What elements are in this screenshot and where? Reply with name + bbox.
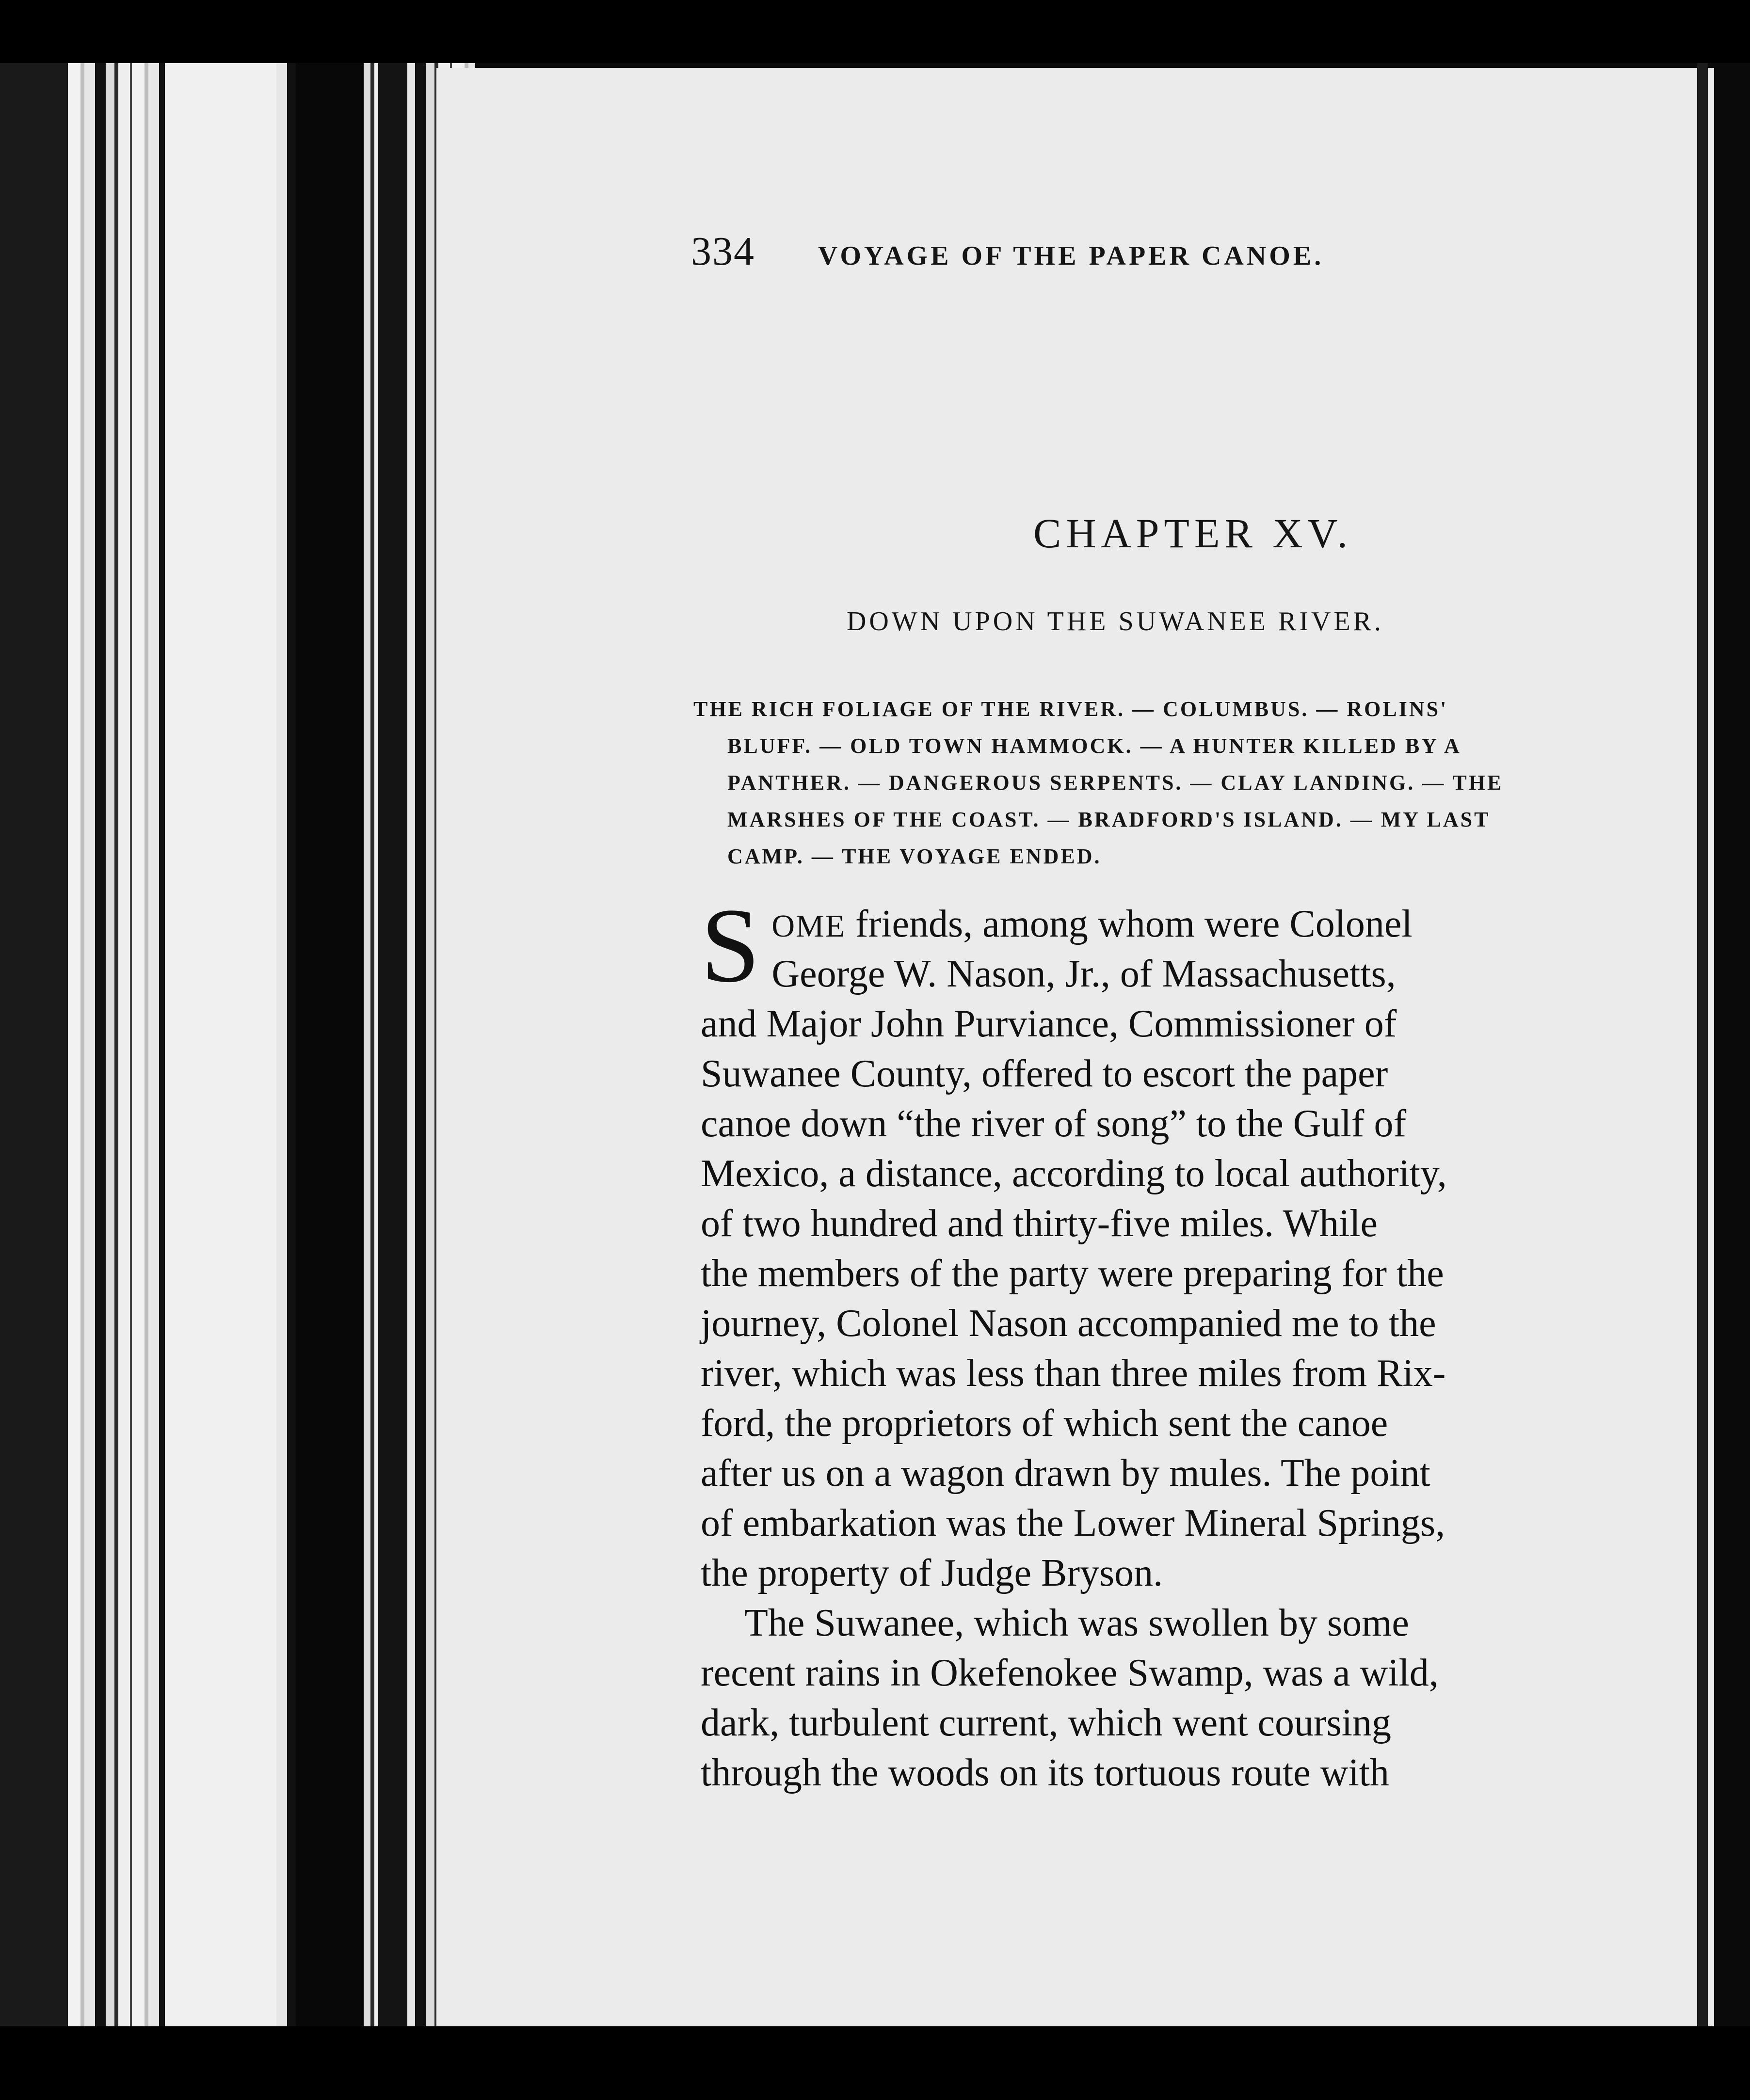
synopsis-line: MARSHES OF THE COAST. — BRADFORD'S ISLAND. — MY LAST: [727, 808, 1491, 831]
chapter-title: CHAPTER XV.: [1033, 510, 1352, 557]
page-edge-shadow-secondary: [378, 63, 407, 2026]
drop-cap: S: [701, 886, 760, 1004]
synopsis-line: BLUFF. — OLD TOWN HAMMOCK. — A HUNTER KILLED BY A: [727, 734, 1461, 758]
paragraph-line: Suwanee County, offered to escort the paper: [701, 1052, 1388, 1095]
page-number: 334: [691, 229, 755, 274]
scan-top-border: [0, 0, 1750, 63]
paragraph-line: [701, 899, 1603, 949]
paragraph-line: The Suwanee, which was swollen by some: [744, 1602, 1409, 1644]
paragraph-line: George W. Nason, Jr., of Massachusetts,: [771, 953, 1396, 995]
page-right-edge-line: [1697, 63, 1708, 2026]
paragraph-line: journey, Colonel Nason accompanied me to the: [701, 1302, 1436, 1345]
synopsis-line: CAMP. — THE VOYAGE ENDED.: [727, 844, 1102, 868]
page-edge-shadow: [296, 63, 364, 2026]
paragraph-line: ford, the proprietors of which sent the canoe: [701, 1402, 1388, 1445]
paragraph-line: the property of Judge Bryson.: [701, 1552, 1163, 1594]
paragraph-line-text: friends, among whom were Colonel: [855, 903, 1413, 945]
paragraph-line: of two hundred and thirty-five miles. While: [701, 1202, 1378, 1245]
paragraph-line: dark, turbulent current, which went coursing: [701, 1702, 1392, 1744]
paragraph-line: river, which was less than three miles from Rix-: [701, 1352, 1446, 1395]
running-head: [691, 228, 1477, 281]
scan-left-margin: [0, 63, 68, 2026]
paragraph-line: recent rains in Okefenokee Swamp, was a wild,: [701, 1652, 1439, 1694]
paragraph-line: and Major John Purviance, Commissioner of: [701, 1002, 1397, 1045]
stacked-page-edges: [68, 63, 475, 2026]
running-title: VOYAGE OF THE PAPER CANOE.: [818, 241, 1324, 271]
page-edge-highlight: [165, 63, 276, 2026]
first-word-small-caps: OME: [771, 908, 846, 944]
paragraph-line: the members of the party were preparing for the: [701, 1252, 1444, 1295]
body-text: [701, 886, 1603, 1798]
paragraph-line: after us on a wagon drawn by mules. The point: [701, 1452, 1430, 1495]
paragraph-line: of embarkation was the Lower Mineral Springs,: [701, 1502, 1445, 1544]
chapter-subtitle: DOWN UPON THE SUWANEE RIVER.: [846, 606, 1384, 636]
synopsis-line: PANTHER. — DANGEROUS SERPENTS. — CLAY LANDING. — THE: [727, 771, 1504, 795]
chapter-synopsis: [693, 691, 1595, 875]
paragraph-line: Mexico, a distance, according to local authority,: [701, 1152, 1447, 1195]
scan-right-margin: [1714, 63, 1750, 2026]
synopsis-line: THE RICH FOLIAGE OF THE RIVER. — COLUMBUS. — ROLINS': [693, 697, 1448, 721]
paragraph-line: through the woods on its tortuous route with: [701, 1751, 1389, 1794]
scan-bottom-border: [0, 2026, 1750, 2100]
paragraph-line: canoe down “the river of song” to the Gulf of: [701, 1102, 1407, 1145]
